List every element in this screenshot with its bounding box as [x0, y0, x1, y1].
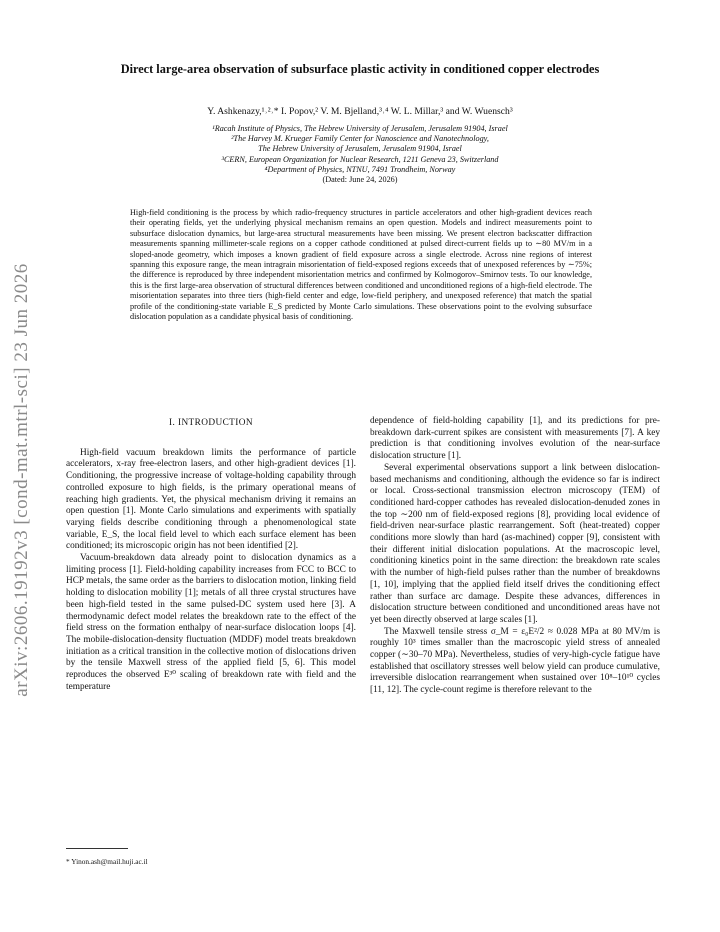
paper-title: Direct large-area observation of subsurface plastic activity in conditioned copper electrodes: [120, 62, 600, 76]
affiliation-line: ²The Harvey M. Krueger Family Center for Nanoscience and Nanotechnology,: [231, 134, 489, 144]
body-paragraph: High-field vacuum breakdown limits the performance of particle accelerators, x-ray free-electron lasers, and other high-gradient devices [1]. Conditioning, the progressive increase of voltage-holding capability through controlled exposure to high fields, is the primary operational means of reaching high gradients. Yet, the physical mechanism driving it remains an open question [1]. Monte Carlo simulations and experiments with spatially varying fields describe conditioning through a phenomenological state variable, E_S, the local field level to which each surface element has been conditioned; its microscopic origin has not been identified [2].: [66, 447, 356, 552]
date-line: (Dated: June 24, 2026): [322, 175, 398, 185]
body-paragraph: Several experimental observations support a link between dislocation-based mechanisms and conditioning, although the evidence so far is indirect or local. Cross-sectional transmission electron microscopy (TEM) of conditioned hard-copper cathodes has revealed dislocation-denuded zones in the top ∼200 nm of field-exposed regions [8], providing local evidence of field-driven near-surface plastic rearrangement. Soft (heat-treated) copper conditions more slowly than hard (as-machined) copper [9], consistent with their different initial dislocation populations. At the macroscopic level, conditioning kinetics point in the same direction: the breakdown rate scales with the number of high-field pulses rather than the number of breakdowns [1, 10], implying that the applied field itself drives the conditioning effect rather than surface arc damage. Despite these advances, differences in dislocation structure between conditioned and unconditioned areas have not yet been directly observed at large scales [1].: [370, 462, 660, 625]
body-paragraph: dependence of field-holding capability [1], and its predictions for pre-breakdown dark-current spikes are consistent with measurements [7]. A key prediction is that conditioning involves evolution of the near-surface dislocation structure [1].: [370, 416, 660, 462]
arxiv-identifier: arXiv:2606.19192v3 [cond-mat.mtrl-sci] 23 Jun 2026: [11, 263, 32, 697]
right-column: [370, 416, 660, 697]
footnote-divider: [66, 848, 128, 849]
affiliations: [70, 124, 650, 185]
author-list: Y. Ashkenazy,¹˒²˒* I. Popov,² V. M. Bjelland,³˒⁴ W. L. Millar,³ and W. Wuensch³: [207, 106, 513, 117]
body-paragraph: The Maxwell tensile stress σ_M = ε₀E²/2 ≈ 0.028 MPa at 80 MV/m is roughly 10³ times smaller than the macroscopic yield stress of annealed copper (∼30–70 MPa). Nevertheless, studies of very-high-cycle fatigue have established that oscillatory stresses well below yield can produce cumulative, irreversible dislocation rearrangement when sustained over 10⁸–10¹⁰ cycles [11, 12]. The cycle-count regime is therefore relevant to the: [370, 626, 660, 696]
affiliation-line: ¹Racah Institute of Physics, The Hebrew University of Jerusalem, Jerusalem 91904, Israel: [212, 124, 508, 133]
left-column: [66, 418, 356, 693]
footnote-email: * Yinon.ash@mail.huji.ac.il: [66, 857, 148, 866]
body-paragraph: Vacuum-breakdown data already point to dislocation dynamics as a limiting process [1]. Field-holding capability increases from FCC to BCC to HCP metals, the same order as the barriers to dislocation motion, linking field holding to dislocation mobility [1]; metals of all three crystal structures have been high-field tested in the same pulsed-DC system used here [3]. A thermodynamic defect model relates the breakdown rate to the effect of the field stress on the formation enthalpy of near-surface dislocation loops [4]. The mobile-dislocation-density fluctuation (MDDF) model treats breakdown initiation as a critical transition in the collective motion of dislocations driven by the tensile Maxwell stress of the applied field [5, 6]. This model reproduces the observed E³⁰ scaling of breakdown rate with field and the temperature: [66, 553, 356, 692]
abstract: High-field conditioning is the process by which radio-frequency structures in particle accelerators and other high-gradient devices reach their operating fields, yet the underlying physical mechanism remains an open question. Models and indirect measurements point to subsurface dislocation dynamics, but large-area structural measurements have been missing. We present electron backscatter diffraction measurements spanning millimeter-scale regions on a copper cathode conditioned at pulsed direct-current fields up to ∼80 MV/m in a sloped-anode geometry, which imposes a known gradient of field exposure across a single electrode. Across nine regions of interest spanning this exposure range, the mean intragrain misorientation of field-exposed regions exceeds that of unexposed references by ∼75%; the difference is reproduced by three independent misorientation metrics and confirmed by Kolmogorov–Smirnov tests. To our knowledge, this is the first large-area observation of structural differences between conditioned and unconditioned regions of a high-field electrode. The misorientation separates into three tiers (high-field center and edge, low-field periphery, and unexposed reference) that match the spatial profile of the conditioning-state variable E_S predicted by Monte Carlo simulations. These observations point to the evolving subsurface dislocation population as a candidate physical basis of conditioning.: [130, 208, 592, 322]
affiliation-line: ³CERN, European Organization for Nuclear Research, 1211 Geneva 23, Switzerland: [221, 154, 499, 164]
affiliation-line: The Hebrew University of Jerusalem, Jerusalem 91904, Israel: [258, 144, 462, 154]
section-heading-introduction: I. INTRODUCTION: [169, 418, 253, 428]
affiliation-line: ⁴Department of Physics, NTNU, 7491 Trondheim, Norway: [264, 164, 456, 174]
